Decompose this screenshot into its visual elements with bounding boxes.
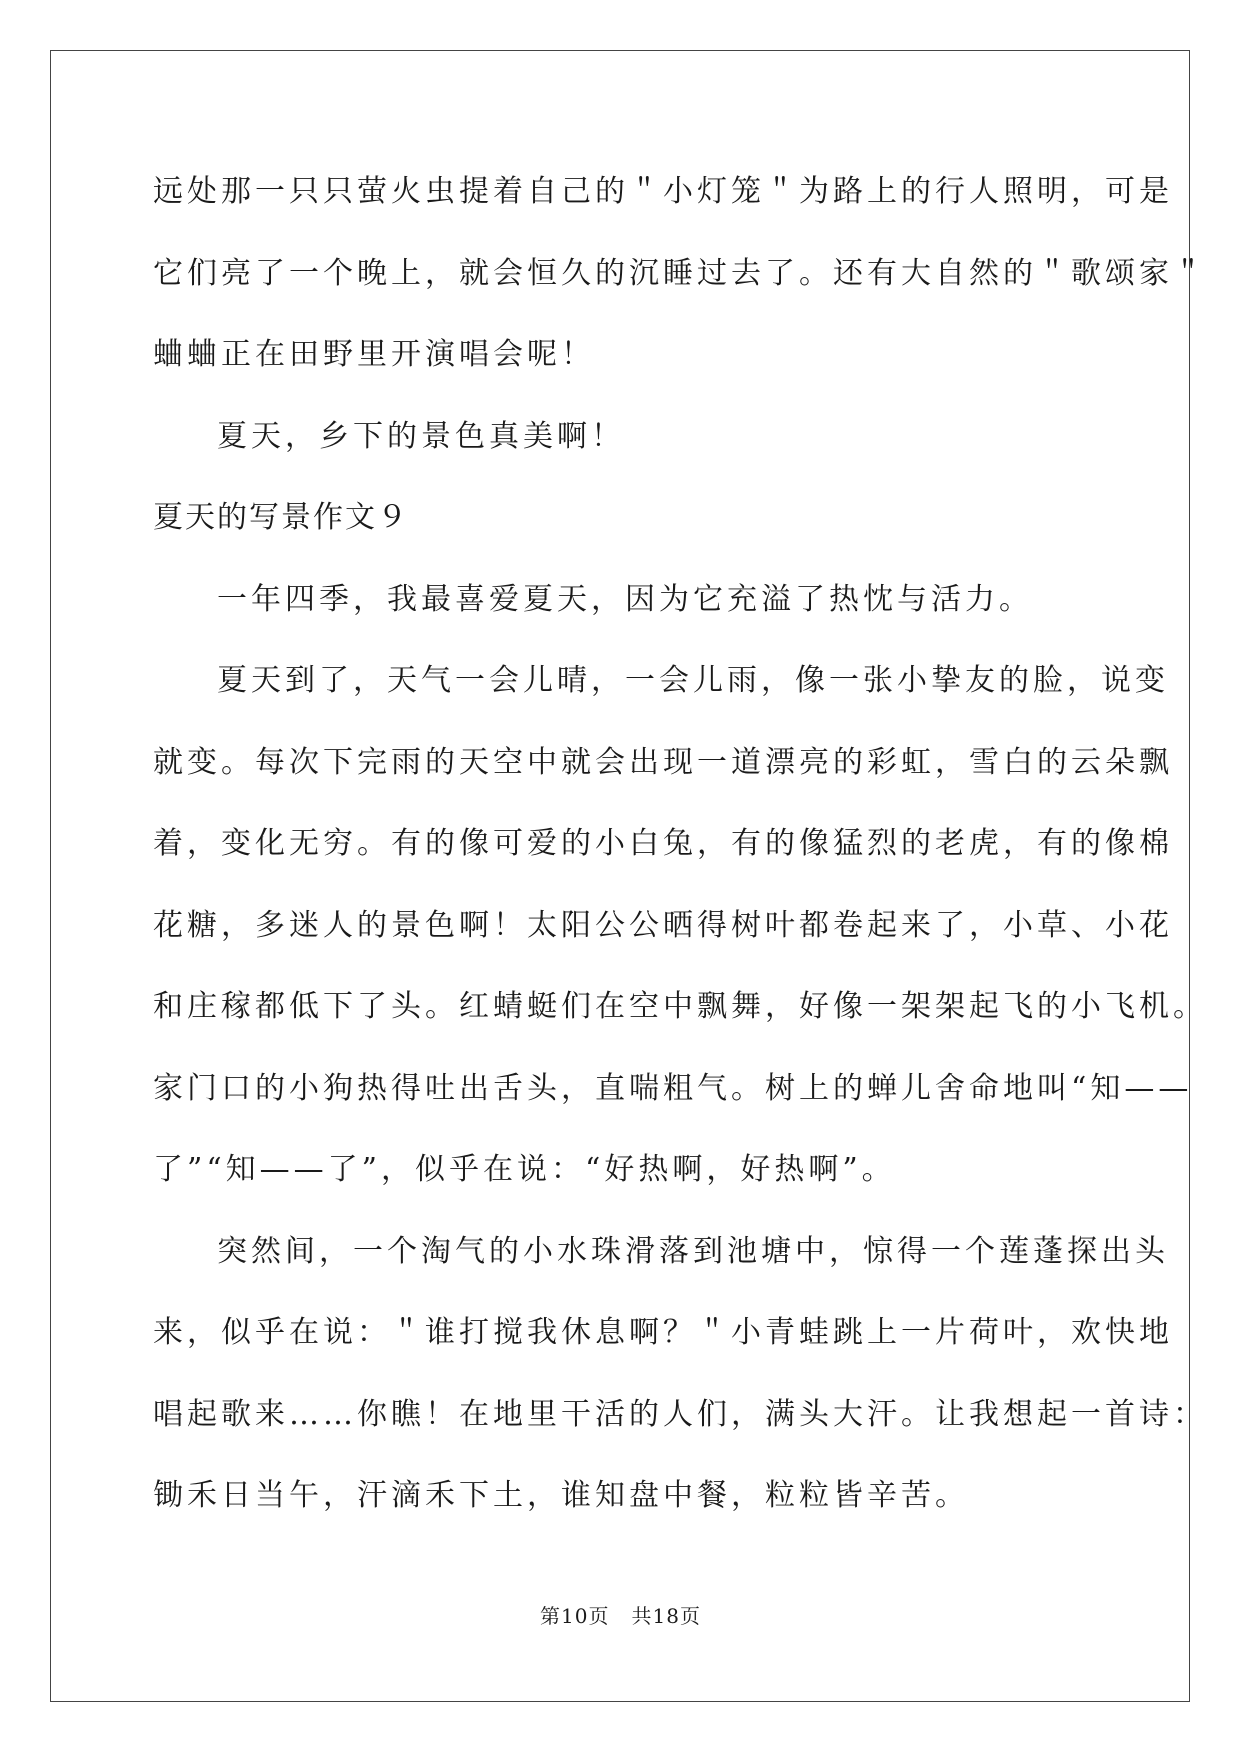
text-line: 远处那一只只萤火虫提着自己的＂小灯笼＂为路上的行人照明，可是 <box>153 174 1173 209</box>
paragraph-start-line: 一年四季，我最喜爱夏天，因为它充溢了热忱与活力。 <box>217 581 1033 617</box>
text-line: 花糖，多迷人的景色啊！太阳公公晒得树叶都卷起来了，小草、小花 <box>153 907 1173 943</box>
total-page-count: 共18页 <box>631 1604 701 1628</box>
text-line: 了”“知——了”，似乎在说：“好热啊，好热啊”。 <box>153 1152 896 1187</box>
text-line: 家门口的小狗热得吐出舌头，直喘粗气。树上的蝉儿舍命地叫“知—— <box>153 1070 1193 1106</box>
paragraph-start-line: 夏天，乡下的景色真美啊！ <box>217 418 625 454</box>
text-line: 着，变化无穷。有的像可爱的小白兔，有的像猛烈的老虎，有的像棉 <box>153 826 1173 861</box>
text-line: 来，似乎在说：＂谁打搅我休息啊？＂小青蛙跳上一片荷叶，欢快地 <box>153 1315 1173 1350</box>
document-body <box>153 162 1207 1548</box>
paragraph-start-line: 夏天到了，天气一会儿晴，一会儿雨，像一张小挚友的脸，说变 <box>217 663 1169 698</box>
current-page-number: 第10页 <box>540 1604 610 1628</box>
text-line: 就变。每次下完雨的天空中就会出现一道漂亮的彩虹，雪白的云朵飘 <box>153 744 1173 780</box>
section-heading: 夏天的写景作文９ <box>153 500 409 535</box>
page-footer <box>0 1600 1241 1629</box>
text-line: 唱起歌来……你瞧！在地里干活的人们，满头大汗。让我想起一首诗： <box>153 1396 1207 1432</box>
text-line: 锄禾日当午，汗滴禾下土，谁知盘中餐，粒粒皆辛苦。 <box>153 1478 969 1513</box>
text-line: 和庄稼都低下了头。红蜻蜓们在空中飘舞，好像一架架起飞的小飞机。 <box>153 989 1207 1024</box>
text-line: 它们亮了一个晚上，就会恒久的沉睡过去了。还有大自然的＂歌颂家＂ <box>153 255 1207 291</box>
paragraph-start-line: 突然间，一个淘气的小水珠滑落到池塘中，惊得一个莲蓬探出头 <box>217 1233 1169 1269</box>
text-line: 蛐蛐正在田野里开演唱会呢！ <box>153 337 595 372</box>
